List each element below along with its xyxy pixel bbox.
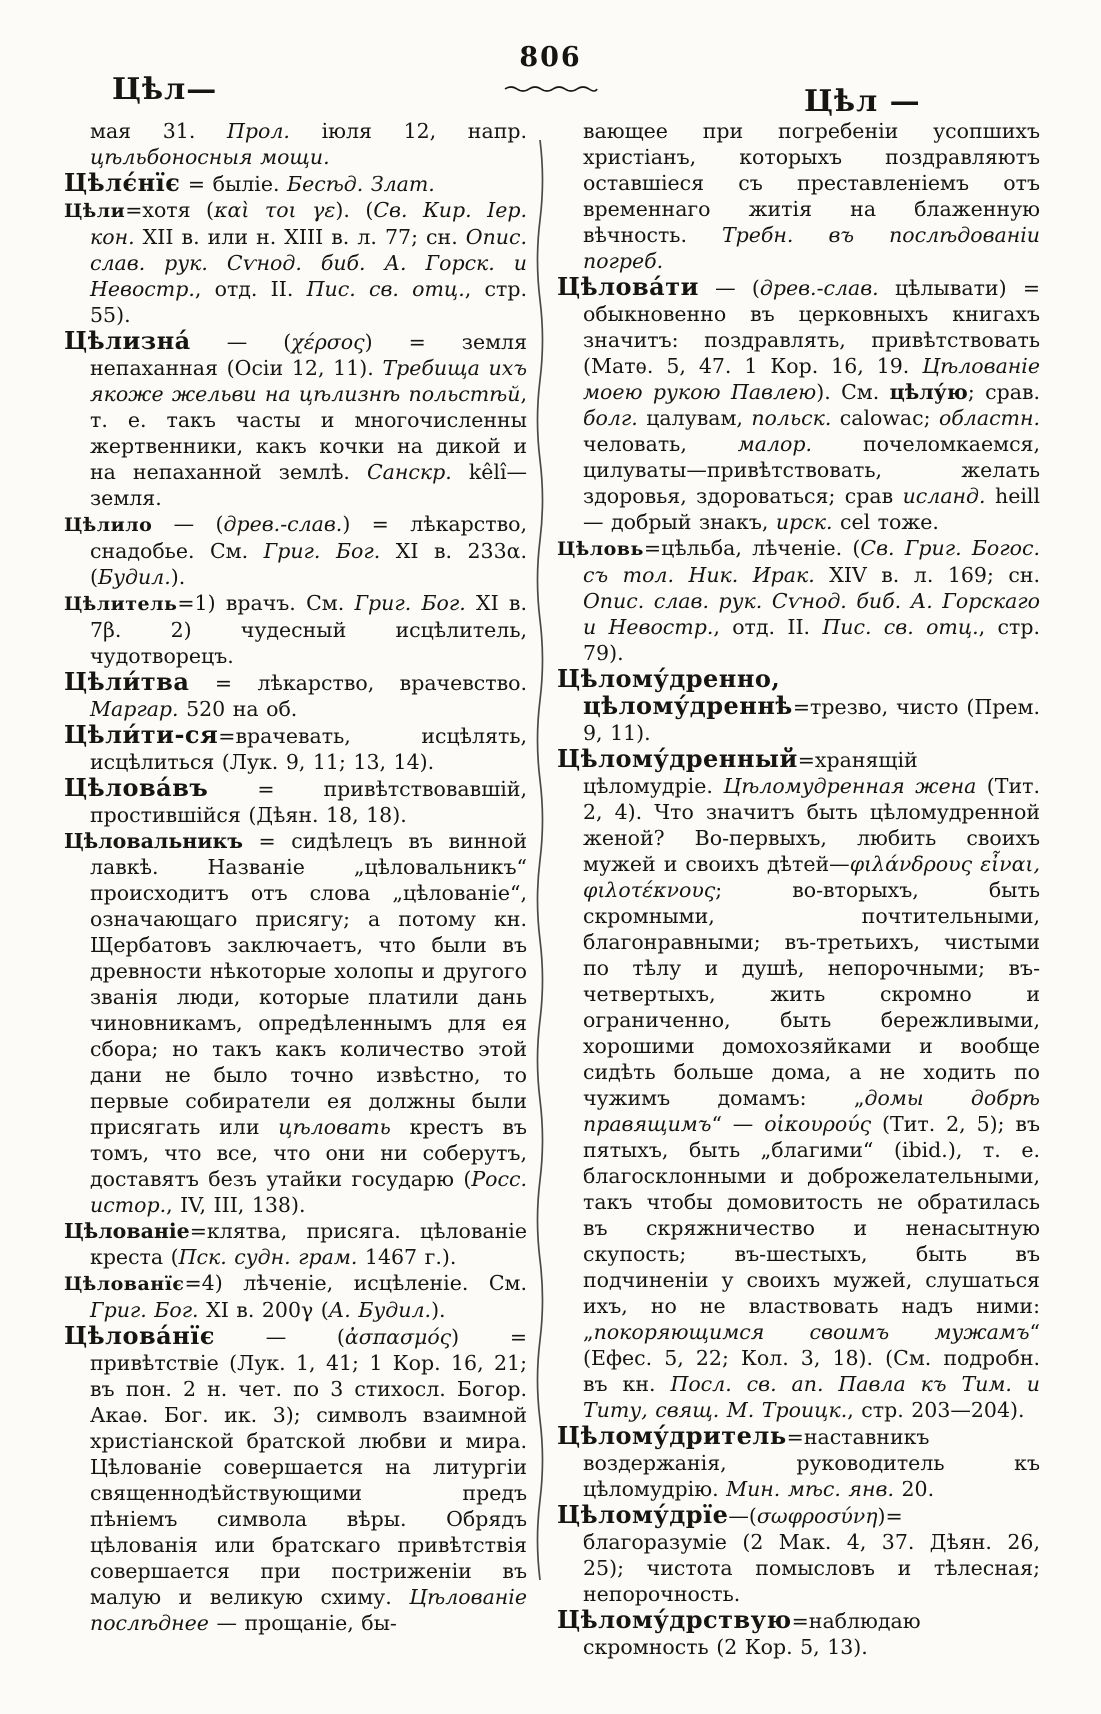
text-run: 520 на об.: [178, 697, 298, 721]
text-run: — (: [190, 330, 292, 354]
dictionary-entry: [64, 828, 527, 1218]
text-run: XI в. 233α. (: [90, 539, 527, 589]
text-run: Цѣлованіе послѣднее: [90, 1585, 527, 1635]
text-run: — (: [215, 1325, 345, 1349]
text-run: Св. Григ. Богос. съ тол. Ник. Ирак.: [583, 536, 1040, 587]
entry-headword: Цѣловь: [557, 538, 644, 560]
text-run: ).: [170, 565, 186, 589]
text-run: древ.-слав.: [759, 276, 879, 300]
text-run: А. Будил.: [328, 1298, 432, 1322]
text-run: древ.-слав.: [223, 512, 343, 536]
text-run: οἰκουρούς: [764, 1112, 872, 1136]
text-run: , стр. 203—204).: [847, 1398, 1025, 1422]
entry-headword: Цѣли: [64, 200, 126, 222]
entry-headword: Цѣлому́дрствую: [557, 1605, 792, 1634]
text-run: домы добрѣ правящимъ: [583, 1086, 1040, 1136]
text-run: покоряющимся своимъ мужамъ: [593, 1320, 1030, 1344]
text-run: —(: [728, 1504, 757, 1528]
text-run: =трезво, чисто (Прем. 9, 11).: [583, 695, 1040, 745]
dictionary-entry: [557, 1423, 1040, 1502]
text-run: ) = привѣтствіе (Лук. 1, 41; 1 Кор. 16, 21; въ пон. 2 н. чет. по 3 стихосл. Богор. Акаѳ. Бог. ик. 3); символъ взаимной христіанской братской любви и мира. Цѣлованіе совершается на литургіи священнодѣйствующими предъ пѣніемъ символа вѣры. Обрядъ цѣлованія или братскаго привѣтствія совершается при постриженіи въ малую и великую схиму.: [90, 1325, 527, 1609]
text-run: ) = земля непаханная (Осіи 12, 11).: [90, 330, 528, 380]
text-run: цѣловать: [278, 1115, 391, 1139]
text-run: Цѣломудренная жена: [723, 774, 977, 798]
entry-headword: Цѣли́тва: [64, 667, 190, 696]
entry-headword: Цѣлому́дритель: [557, 1421, 787, 1450]
text-run: καὶ τοι γε: [214, 198, 336, 222]
dictionary-entry: [64, 197, 527, 328]
text-run: іюля 12, напр.: [289, 119, 527, 143]
running-head-right: Цѣл —: [804, 84, 921, 119]
continuation-paragraph: [64, 118, 527, 170]
text-run: Цѣлованіе моею рукою Павлею: [583, 354, 1040, 404]
text-run: = привѣтствовавшій, простившійся (Дѣян. 18, 18).: [90, 777, 527, 827]
dictionary-entry: [64, 722, 527, 775]
text-run: ирск.: [775, 510, 833, 534]
right-column: [557, 118, 1040, 1660]
text-run: =хотя (: [125, 198, 215, 222]
text-run: малор.: [737, 432, 813, 456]
text-run: цалувам,: [637, 406, 752, 430]
dictionary-entry: [557, 746, 1040, 1423]
text-run: = сидѣлецъ въ винной лавкѣ. Названіе „цѣловальникъ“ происходитъ отъ слова „цѣлованіе“, означающаго присягу; а потому кн. Щербатовъ заключаетъ, что были въ древности нѣкоторые холопы и другого званія люди, которые платили дань чиновникамъ, опредѣленнымъ для ея сбора; но такъ какъ количество этой дани не было точно извѣстно, то первые собиратели ея должны были присягать или: [90, 829, 527, 1139]
text-run: =1) врачъ. См.: [177, 591, 355, 615]
text-run: Григ. Бог.: [354, 591, 466, 615]
text-run: 1467 г.).: [357, 1245, 457, 1269]
text-run: , стр. 55).: [90, 277, 527, 327]
dictionary-entry: [64, 1218, 527, 1270]
text-run: Прол.: [227, 119, 290, 143]
text-run: Санскр.: [367, 460, 452, 484]
entry-headword: Цѣловальникъ: [64, 829, 243, 853]
text-run: Требн. въ послѣдованіи погреб.: [583, 223, 1040, 273]
text-run: почеломкаемся, цилуваты—привѣтствовать, желать здоровья, здороваться; срав: [583, 432, 1040, 508]
continuation-paragraph: [557, 118, 1040, 274]
text-run: исланд.: [902, 484, 986, 508]
text-run: =врачевать, исцѣлять, исцѣлиться (Лук. 9, 11; 13, 14).: [90, 724, 527, 774]
text-run: крестъ въ томъ, что все, что они ни соберутъ, доставятъ безъ утайки государю (: [90, 1115, 527, 1191]
text-run: XIV в. л. 169; сн.: [814, 563, 1040, 587]
text-run: (Тит. 2, 5); въ пятыхъ, быть „благими“ (ibid.), т. е. благосклонными и доброжелательными, такъ чтобы домовитость не обратилась въ скряжничество и ненасытную скупость; въ-шестыхъ, быть въ подчиненіи у своихъ мужей, слушаться ихъ, но не властвовать надъ ними: „: [583, 1112, 1040, 1344]
text-run: )= благоразуміе (2 Мак. 4, 37. Дѣян. 26, 25); чистота помысловъ и тѣлесная; непорочность.: [583, 1504, 1040, 1606]
text-run: XII в. или н. XIII в. л. 77; сн.: [134, 225, 466, 249]
left-column: [64, 118, 527, 1636]
text-run: , отд. II.: [194, 277, 307, 301]
text-run: calowac;: [831, 406, 939, 430]
text-run: XI в. 7β. 2) чудесный исцѣлитель, чудотворецъ.: [90, 591, 527, 668]
text-run: “ —: [711, 1112, 765, 1136]
dictionary-entry: [64, 1270, 527, 1323]
text-run: =цѣльба, лѣченіе. (: [643, 536, 861, 560]
text-run: = лѣкарство, врачевство.: [189, 671, 527, 695]
text-run: 20.: [893, 1477, 935, 1501]
text-run: Опис. слав. рук. Сѵнод. биб. А. Горскаго и Невостр.: [583, 589, 1040, 639]
text-run: Григ. Бог.: [90, 1298, 199, 1322]
text-run: ; во-вторыхъ, быть скромными, почтительными, благонравными; въ-третьихъ, чистыми по тѣлу и душѣ, непорочными; въ-четвертыхъ, жить скромно и ограниченно, быть бережливыми, хорошими домохозяйками и вообще сидѣть больше дома, а не ходить по чужимъ домамъ: „: [583, 878, 1040, 1110]
text-run: , IV, III, 138).: [166, 1193, 306, 1217]
entry-headword: Цѣлому́дрїе: [557, 1500, 729, 1529]
dictionary-entry: [64, 590, 527, 669]
dictionary-entry: [64, 1323, 527, 1636]
dictionary-entry: [64, 511, 527, 590]
dictionary-entry: [557, 274, 1040, 535]
entry-headword: Цѣлому́дренно, цѣлому́дреннѣ: [557, 664, 793, 720]
page-number-underline: [503, 84, 599, 94]
text-run: , стр. 79).: [583, 615, 1040, 665]
dictionary-entry: [64, 170, 527, 197]
text-run: ἀσπασμός: [344, 1325, 452, 1349]
text-run: областн.: [938, 406, 1041, 430]
entry-headword: Цѣли́ти-ся: [64, 720, 219, 749]
text-run: Св. Кир. Іер. кон.: [90, 198, 527, 249]
text-run: вающее при погребеніи усопшихъ христіанъ, которыхъ поздравляютъ оставшіеся съ преставленіемъ отъ временнаго житія на блаженную вѣчность.: [583, 119, 1040, 247]
dictionary-entry: [64, 328, 527, 511]
text-run: Мин. мѣс. янв.: [726, 1477, 894, 1501]
text-run: ).: [431, 1298, 446, 1322]
text-run: =наблюдаю скромность (2 Кор. 5, 13).: [583, 1609, 921, 1659]
text-run: — (: [698, 276, 760, 300]
text-run: , отд. II.: [713, 615, 823, 639]
text-run: =хранящій цѣломудріе.: [583, 748, 918, 798]
entry-headword: Цѣлова́нїє: [64, 1321, 216, 1350]
text-run: kêlî—земля.: [90, 460, 527, 510]
church-slavonic-inline: цѣлу́ю: [889, 380, 968, 404]
text-run: σωφροσύνη: [756, 1504, 878, 1528]
text-run: (Тит. 2, 4). Что значитъ быть цѣломудренной женой? Во-первыхъ, любить своихъ мужей и своихъ дѣтей—: [583, 774, 1040, 876]
dictionary-entry: [557, 1502, 1040, 1607]
text-run: Пис. св. отц.: [822, 615, 979, 639]
text-run: Пск. судн. грам.: [178, 1245, 358, 1269]
entry-headword: Цѣлизна́: [64, 326, 191, 355]
dictionary-entry: [557, 666, 1040, 746]
text-run: ). (: [335, 198, 374, 222]
text-run: цѣльбоносныя мощи.: [90, 145, 330, 169]
text-run: cel тоже.: [832, 510, 939, 534]
text-run: ). См.: [816, 380, 890, 404]
text-run: — (: [152, 512, 224, 536]
text-run: болг.: [583, 406, 638, 430]
text-run: ; срав.: [967, 380, 1041, 404]
dictionary-entry: [557, 535, 1040, 666]
dictionary-entry: [64, 775, 527, 828]
entry-headword: Цѣлова́ти: [557, 272, 699, 301]
text-run: цѣлывати) = обыкновенно въ церковныхъ книгахъ значитъ: поздравлять, привѣтствовать (Матѳ. 5, 47. 1 Кор. 16, 19.: [583, 276, 1040, 378]
entry-headword: Цѣлованіе: [64, 1219, 190, 1243]
text-run: φιλάνδρους εἶναι, φιλοτέκνους: [583, 852, 1040, 902]
text-run: Будил.: [98, 565, 171, 589]
dictionary-entry: [557, 1607, 1040, 1660]
text-run: heill — добрый знакъ,: [583, 484, 1041, 534]
running-head-left: Цѣл—: [112, 72, 218, 107]
entry-headword: Цѣлило: [64, 514, 153, 536]
text-run: человать,: [583, 432, 738, 456]
text-run: = быліе.: [180, 172, 288, 196]
text-run: Григ. Бог.: [263, 539, 381, 563]
column-divider: [533, 140, 547, 1605]
text-run: Опис. слав. рук. Сѵнод. биб. А. Горск. и Невостр.: [90, 225, 527, 301]
text-run: мая 31.: [90, 119, 227, 143]
entry-headword: Цѣлова́въ: [64, 773, 209, 802]
text-run: χέρσος: [291, 330, 365, 354]
entry-headword: Цѣлитель: [64, 593, 178, 615]
text-run: Бесѣд. Злат.: [287, 172, 435, 196]
text-run: Требища ихъ якоже жельви на цѣлизнѣ польстѣй: [90, 356, 527, 406]
page-number: 806: [519, 42, 582, 73]
text-run: — прощаніе, бы-: [208, 1611, 397, 1635]
text-run: Росс. истор.: [90, 1167, 527, 1217]
text-run: польск.: [751, 406, 832, 430]
entry-headword: Цѣлє́нїє: [64, 168, 181, 197]
text-run: =наставникъ воздержанія, руководитель къ цѣломудрію.: [583, 1425, 1040, 1501]
text-run: =клятва, присяга. цѣлованіе креста (: [90, 1219, 527, 1269]
text-run: =4) лѣченіе, исцѣленіе. См.: [184, 1271, 527, 1295]
text-run: ) = лѣкарство, снадобье. См.: [90, 512, 527, 563]
text-run: , т. е. такъ часты и многочисленны жертвенники, какъ кочки на дикой и на непаханной землѣ.: [90, 382, 527, 484]
text-run: XI в. 200γ (: [198, 1298, 329, 1322]
text-run: Пис. св. отц.: [306, 277, 465, 301]
text-run: “ (Ефес. 5, 22; Кол. 3, 18). (См. подробн. въ кн.: [583, 1320, 1040, 1396]
dictionary-entry: [64, 669, 527, 722]
text-run: Посл. св. ап. Павла къ Тим. и Титу, свящ. М. Троицк.: [583, 1372, 1041, 1422]
entry-headword: Цѣлованїє: [64, 1273, 185, 1295]
text-run: Маргар.: [90, 697, 179, 721]
entry-headword: Цѣлому́дренный: [557, 744, 798, 773]
